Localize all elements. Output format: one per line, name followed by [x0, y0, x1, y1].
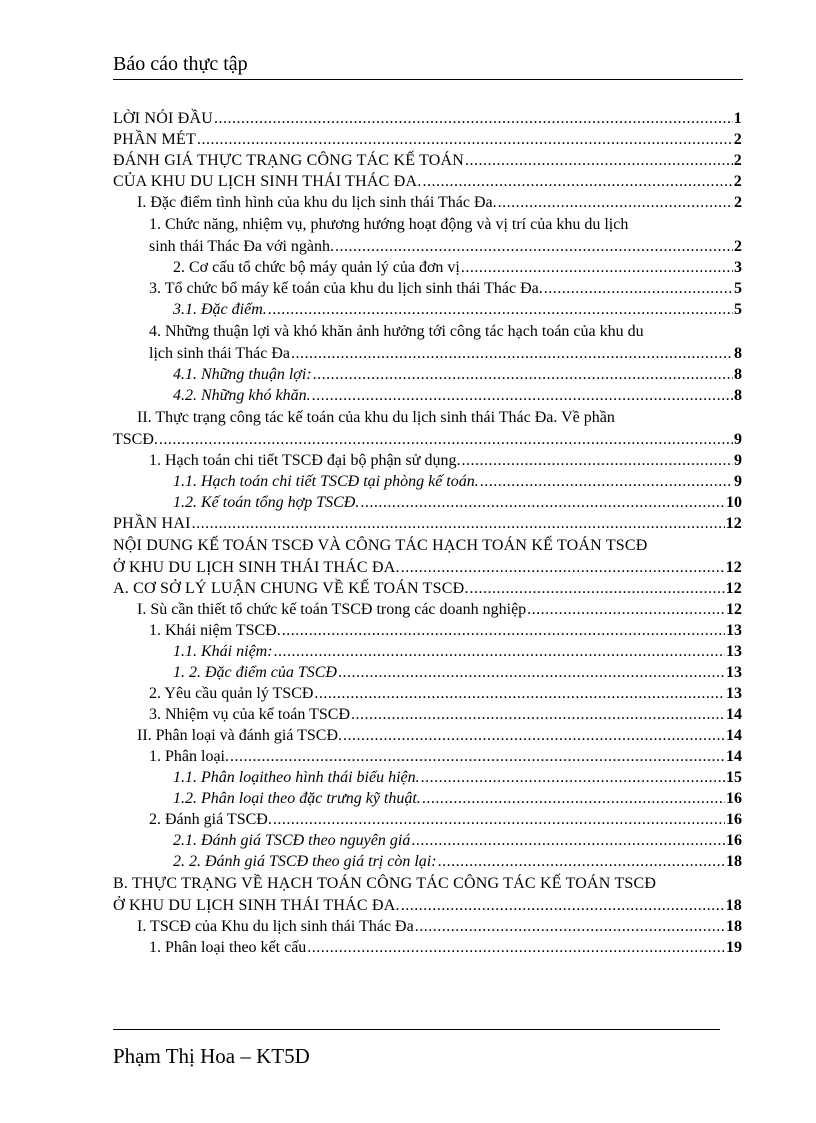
toc-page-number: 14 [726, 727, 742, 744]
toc-entry[interactable] [113, 599, 742, 620]
toc-leader-dots [214, 108, 733, 129]
toc-line: 1. Chức năng, nhiệm vụ, phương hướng hoạt động và vị trí của khu du lịch [149, 216, 629, 233]
toc-entry[interactable] [113, 641, 742, 662]
toc-leader-dots [527, 599, 725, 620]
toc-leader-dots [343, 725, 725, 746]
toc-entry[interactable] [113, 851, 742, 872]
toc-entry[interactable] [113, 620, 742, 641]
toc-page-number: 8 [734, 387, 742, 404]
toc-leader-dots [461, 257, 733, 278]
toc-page-number: 10 [726, 494, 742, 511]
toc-entry[interactable] [113, 150, 742, 171]
toc-page-number: 2 [734, 194, 742, 211]
toc-leader-dots [312, 385, 733, 406]
toc-page-number: 9 [734, 431, 742, 448]
toc-entry-label: 1. Hạch toán chi tiết TSCĐ đại bộ phận sử dụng. [149, 452, 461, 469]
toc-page-number: 16 [726, 811, 742, 828]
toc-page-number: 14 [726, 748, 742, 765]
toc-entry-label: Ở KHU DU LỊCH SINH THÁI THÁC ĐA. [113, 559, 400, 576]
toc-leader-dots [401, 895, 725, 916]
toc-entry[interactable] [113, 343, 742, 364]
toc-entry[interactable] [113, 746, 742, 767]
toc-page-number: 8 [734, 366, 742, 383]
toc-leader-dots [335, 236, 733, 257]
toc-entry-label: lịch sinh thái Thác Đa [149, 345, 290, 362]
toc-entry[interactable] [113, 364, 742, 385]
toc-entry[interactable] [113, 809, 742, 830]
toc-leader-dots [274, 641, 725, 662]
toc-leader-dots [159, 429, 733, 450]
toc-entry-label: 1. 2. Đặc điểm của TSCĐ [173, 664, 337, 681]
toc-entry-label: 1. Khái niệm TSCĐ. [149, 622, 281, 639]
toc-line: B. THỰC TRẠNG VỀ HẠCH TOÁN CÔNG TÁC CÔNG TÁC KẾ TOÁN TSCĐ [113, 875, 657, 892]
toc-page-number: 2 [733, 131, 742, 148]
toc-entry-label: 1. Phân loại. [149, 748, 229, 765]
toc-leader-dots [338, 662, 725, 683]
toc-page-number: 16 [726, 790, 742, 807]
toc-entry-label: 3.1. Đặc điểm. [173, 301, 267, 318]
toc-leader-dots [422, 171, 732, 192]
toc-page-number: 2 [733, 173, 742, 190]
toc-entry-label: 2. Đánh giá TSCĐ. [149, 811, 272, 828]
toc-entry[interactable] [113, 895, 742, 916]
toc-entry[interactable] [113, 916, 742, 937]
toc-leader-dots [480, 471, 733, 492]
toc-page-number: 18 [726, 918, 742, 935]
toc-entry[interactable] [113, 513, 742, 534]
toc-page-number: 2 [733, 152, 742, 169]
toc-entry[interactable] [113, 299, 742, 320]
toc-page-number: 13 [726, 685, 742, 702]
toc-page-number: 18 [725, 897, 742, 914]
toc-entry-label: PHẦN MÉT [113, 131, 196, 148]
toc-entry-label: 2.1. Đánh giá TSCĐ theo nguyên giá [173, 832, 411, 849]
toc-line: II. Thực trạng công tác kế toán của khu du lịch sinh thái Thác Đa. Về phần [137, 409, 615, 426]
toc-leader-dots [421, 767, 725, 788]
toc-entry[interactable] [113, 108, 742, 129]
toc-entry-label: 1.1. Khái niệm: [173, 643, 273, 660]
toc-entry[interactable] [113, 257, 742, 278]
toc-page-number: 2 [734, 238, 742, 255]
toc-leader-dots [268, 299, 733, 320]
toc-entry[interactable] [113, 492, 742, 513]
toc-page-number: 5 [734, 301, 742, 318]
toc-entry-label: 4.1. Những thuận lợi: [173, 366, 312, 383]
toc-page-number: 12 [725, 515, 742, 532]
toc-entry-label: I. TSCĐ của Khu du lịch sinh thái Thác Đa [137, 918, 414, 935]
toc-leader-dots [291, 343, 733, 364]
toc-leader-dots [197, 129, 733, 150]
toc-line: NỘI DUNG KẾ TOÁN TSCĐ VÀ CÔNG TÁC HẠCH TOÁN KẾ TOÁN TSCĐ [113, 537, 648, 554]
toc-entry[interactable] [113, 662, 742, 683]
toc-entry[interactable] [113, 557, 742, 578]
table-of-contents [113, 108, 742, 958]
page-header-title: Báo cáo thực tập [113, 53, 248, 75]
footer-author: Phạm Thị Hoa – KT5D [113, 1044, 310, 1068]
header-rule [113, 79, 743, 80]
toc-entry-label: 2. Yêu cầu quản lý TSCĐ [149, 685, 314, 702]
toc-leader-dots [422, 788, 725, 809]
toc-entry[interactable] [113, 171, 742, 192]
toc-leader-dots [438, 851, 725, 872]
toc-page-number: 15 [726, 769, 742, 786]
toc-page-number: 14 [726, 706, 742, 723]
toc-leader-dots [461, 450, 733, 471]
toc-entry-label: 4.2. Những khó khăn. [173, 387, 311, 404]
toc-entry[interactable] [113, 788, 742, 809]
toc-entry-label: I. Sù cần thiết tổ chức kế toán TSCĐ trong các doanh nghiệp [137, 601, 527, 618]
toc-page-number: 19 [726, 939, 742, 956]
toc-entry-label: A. CƠ SỞ LÝ LUẬN CHUNG VỀ KẾ TOÁN TSCĐ. [113, 580, 469, 597]
toc-entry[interactable] [113, 236, 742, 257]
toc-leader-dots [351, 704, 725, 725]
toc-line: 4. Những thuận lợi và khó khăn ảnh hưởng tới công tác hạch toán của khu du [149, 323, 644, 340]
toc-page-number: 13 [726, 664, 742, 681]
toc-entry-label: 1.1. Hạch toán chi tiết TSCĐ tại phòng kế toán. [173, 473, 479, 490]
toc-entry-label: Ở KHU DU LỊCH SINH THÁI THÁC ĐA. [113, 897, 400, 914]
toc-leader-dots [401, 557, 725, 578]
toc-page-number: 13 [726, 622, 742, 639]
toc-leader-dots [192, 513, 725, 534]
toc-leader-dots [465, 150, 733, 171]
toc-entry-label: CỦA KHU DU LỊCH SINH THÁI THÁC ĐA. [113, 173, 422, 190]
toc-page-number: 13 [726, 643, 742, 660]
toc-entry-label: 1.1. Phân loạitheo hình thái biểu hiện. [173, 769, 420, 786]
toc-leader-dots [360, 492, 725, 513]
toc-page-number: 9 [734, 452, 742, 469]
toc-leader-dots [470, 578, 725, 599]
toc-page-number: 12 [726, 601, 742, 618]
toc-entry-label: PHẦN HAI [113, 515, 191, 532]
toc-entry-label: LỜI NÓI ĐẦU [113, 110, 213, 127]
toc-leader-dots [313, 364, 733, 385]
toc-page-number: 12 [725, 559, 742, 576]
toc-entry[interactable] [113, 278, 742, 299]
toc-entry-label: sinh thái Thác Đa với ngành. [149, 238, 335, 255]
toc-entry[interactable] [113, 683, 742, 704]
toc-leader-dots [544, 278, 733, 299]
toc-entry[interactable] [113, 192, 742, 213]
toc-leader-dots [314, 683, 725, 704]
toc-page-number: 9 [734, 473, 742, 490]
toc-leader-dots [415, 916, 725, 937]
toc-entry-label: 2. 2. Đánh giá TSCĐ theo giá trị còn lại: [173, 853, 437, 870]
toc-entry-label: 1. Phân loại theo kết cấu [149, 939, 307, 956]
toc-page-number: 8 [734, 345, 742, 362]
toc-entry[interactable] [113, 471, 742, 492]
footer-rule [113, 1029, 720, 1030]
toc-entry[interactable] [113, 725, 742, 746]
toc-leader-dots [498, 192, 733, 213]
toc-entry-label: 3. Tổ chức bổ máy kế toán của khu du lịch sinh thái Thác Đa. [149, 280, 543, 297]
toc-leader-dots [282, 620, 725, 641]
toc-entry-label: 2. Cơ cấu tổ chức bộ máy quản lý của đơn vị [173, 259, 460, 276]
toc-page-number: 1 [733, 110, 742, 127]
toc-entry[interactable] [113, 129, 742, 150]
toc-entry-label: 1.2. Phân loại theo đặc trưng kỹ thuật. [173, 790, 421, 807]
toc-entry[interactable] [113, 429, 742, 450]
toc-page-number: 16 [726, 832, 742, 849]
toc-entry-label: TSCĐ. [113, 431, 158, 448]
toc-entry[interactable] [113, 450, 742, 471]
toc-entry[interactable] [113, 704, 742, 725]
toc-page-number: 12 [725, 580, 742, 597]
toc-entry[interactable] [113, 578, 742, 599]
toc-leader-dots [273, 809, 725, 830]
toc-leader-dots [230, 746, 725, 767]
toc-entry-label: ĐÁNH GIÁ THỰC TRẠNG CÔNG TÁC KẾ TOÁN [113, 152, 465, 169]
toc-entry-label: I. Đặc điểm tình hình của khu du lịch sinh thái Thác Đa. [137, 194, 497, 211]
toc-entry-label: 3. Nhiệm vụ của kế toán TSCĐ [149, 706, 351, 723]
toc-page-number: 5 [734, 280, 742, 297]
toc-leader-dots [307, 937, 725, 958]
toc-page-number: 3 [734, 259, 742, 276]
toc-entry-label: 1.2. Kế toán tổng hợp TSCĐ. [173, 494, 360, 511]
toc-entry[interactable] [113, 385, 742, 406]
toc-entry[interactable] [113, 767, 742, 788]
toc-entry[interactable] [113, 937, 742, 958]
toc-page-number: 18 [726, 853, 742, 870]
toc-entry-label: II. Phân loại và đánh giá TSCĐ. [137, 727, 343, 744]
toc-entry[interactable] [113, 830, 742, 851]
toc-leader-dots [411, 830, 725, 851]
